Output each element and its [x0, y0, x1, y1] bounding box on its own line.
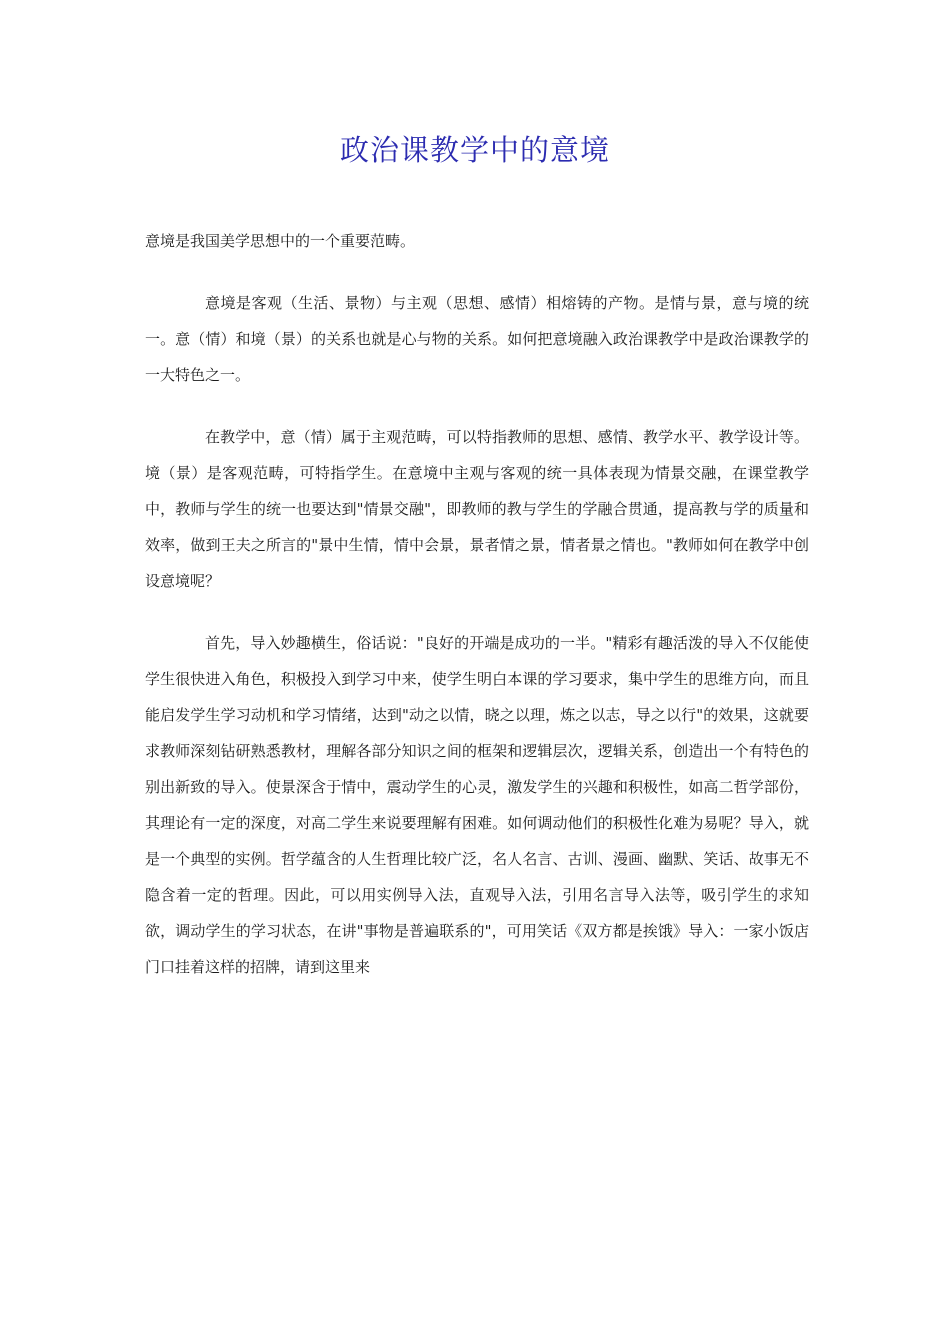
paragraph-teaching: 在教学中，意（情）属于主观范畴，可以特指教师的思想、感情、教学水平、教学设计等。境（景）是客观范畴，可特指学生。在意境中主观与客观的统一具体表现为情景交融，在课堂教学中，教师与学生的统一也要达到"情景交融"，即教师的教与学生的学融合贯通，提高教与学的质量和效率，做到王夫之所言的"景中生情，情中会景，景者情之景，情者景之情也。"教师如何在教学中创设意境呢？ — [145, 428, 809, 590]
paragraph-definition: 意境是客观（生活、景物）与主观（思想、感情）相熔铸的产物。是情与景，意与境的统一。意（情）和境（景）的关系也就是心与物的关系。如何把意境融入政治课教学中是政治课教学的一大特色之一。 — [145, 294, 809, 384]
document-body — [145, 223, 809, 1011]
document-title: 政治课教学中的意境 — [339, 133, 610, 167]
paragraph-introduction-method: 首先，导入妙趣横生，俗话说："良好的开端是成功的一半。"精彩有趣活泼的导入不仅能使学生很快进入角色，积极投入到学习中来，使学生明白本课的学习要求，集中学生的思维方向，而且能启发学生学习动机和学习情绪，达到"动之以情，晓之以理，炼之以志，导之以行"的效果，这就要求教师深刻钻研熟悉教材，理解各部分知识之间的框架和逻辑层次，逻辑关系，创造出一个有特色的别出新致的导入。使景深含于情中，震动学生的心灵，激发学生的兴趣和积极性，如高二哲学部份，其理论有一定的深度，对高二学生来说要理解有困难。如何调动他们的积极性化难为易呢？导入，就是一个典型的实例。哲学蕴含的人生哲理比较广泛，名人名言、古训、漫画、幽默、笑话、故事无不隐含着一定的哲理。因此，可以用实例导入法，直观导入法，引用名言导入法等，吸引学生的求知欲，调动学生的学习状态，在讲"事物是普遍联系的"，可用笑话《双方都是挨饿》导入：一家小饭店门口挂着这样的招牌，请到这里来 — [145, 634, 809, 976]
paragraph-intro: 意境是我国美学思想中的一个重要范畴。 — [145, 232, 416, 250]
